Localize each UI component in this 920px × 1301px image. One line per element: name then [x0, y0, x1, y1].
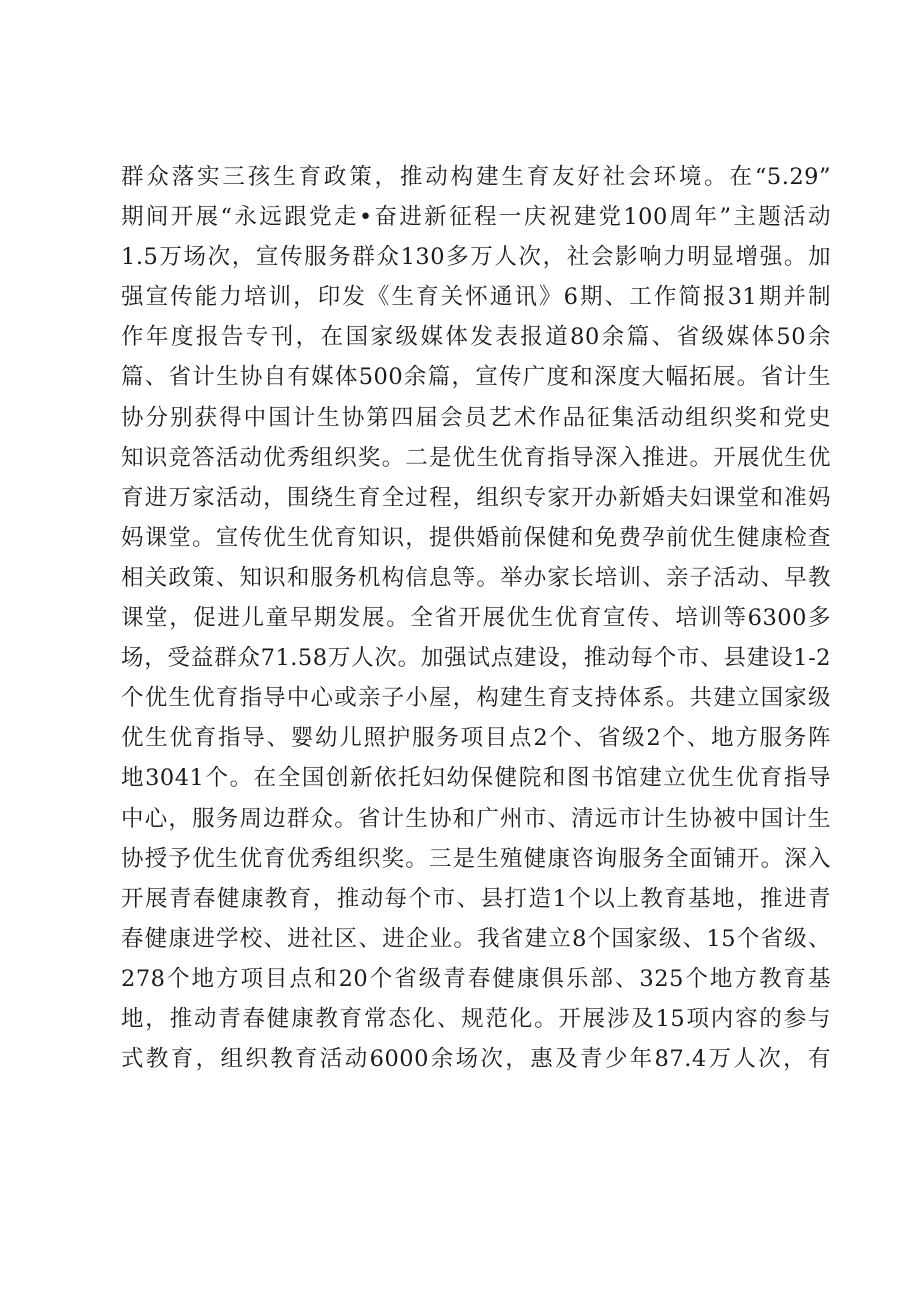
text-line-15: 优生优育指导、婴幼儿照护服务项目点2个、省级2个、地方服务阵 [121, 725, 831, 752]
text-line-12: 课堂，促进儿童早期发展。全省开展优生优育宣传、培训等6300多 [121, 605, 831, 632]
text-line-9: 育进万家活动，围绕生育全过程，组织专家开办新婚夫妇课堂和准妈 [121, 484, 831, 511]
text-line-14: 个优生优育指导中心或亲子小屋，构建生育支持体系。共建立国家级 [121, 685, 831, 712]
text-line-10: 妈课堂。宣传优生优育知识，提供婚前保健和免费孕前优生健康检查 [121, 524, 831, 551]
text-line-5: 作年度报告专刊，在国家级媒体发表报道80余篇、省级媒体50余 [121, 324, 831, 351]
text-line-4: 强宣传能力培训，印发《生育关怀通讯》6期、工作简报31期并制 [121, 284, 831, 311]
text-line-7: 协分别获得中国计生协第四届会员艺术作品征集活动组织奖和党史 [121, 404, 831, 431]
text-line-23: 式教育，组织教育活动6000余场次，惠及青少年87.4万人次，有 [121, 1046, 831, 1073]
text-line-21: 278个地方项目点和20个省级青春健康俱乐部、325个地方教育基 [121, 965, 831, 992]
text-line-20: 春健康进学校、进社区、进企业。我省建立8个国家级、15个省级、 [121, 925, 831, 952]
text-line-17: 中心，服务周边群众。省计生协和广州市、清远市计生协被中国计生 [121, 805, 831, 832]
text-line-19: 开展青春健康教育，推动每个市、县打造1个以上教育基地，推进青 [121, 885, 831, 912]
text-line-2: 期间开展“永远跟党走•奋进新征程一庆祝建党100周年”主题活动 [121, 204, 831, 231]
text-line-22: 地，推动青春健康教育常态化、规范化。开展涉及15项内容的参与 [121, 1005, 831, 1032]
text-line-3: 1.5万场次，宣传服务群众130多万人次，社会影响力明显增强。加 [121, 244, 831, 271]
body-text [121, 157, 831, 1079]
text-line-6: 篇、省计生协自有媒体500余篇，宣传广度和深度大幅拓展。省计生 [121, 364, 831, 391]
text-line-18: 协授予优生优育优秀组织奖。三是生殖健康咨询服务全面铺开。深入 [121, 845, 831, 872]
text-line-16: 地3041个。在全国创新依托妇幼保健院和图书馆建立优生优育指导 [121, 765, 831, 792]
text-line-1: 群众落实三孩生育政策，推动构建生育友好社会环境。在“5.29” [121, 164, 831, 190]
text-line-8: 知识竞答活动优秀组织奖。二是优生优育指导深入推进。开展优生优 [121, 444, 831, 471]
text-line-13: 场，受益群众71.58万人次。加强试点建设，推动每个市、县建设1-2 [121, 645, 831, 672]
text-line-11: 相关政策、知识和服务机构信息等。举办家长培训、亲子活动、早教 [121, 564, 831, 591]
